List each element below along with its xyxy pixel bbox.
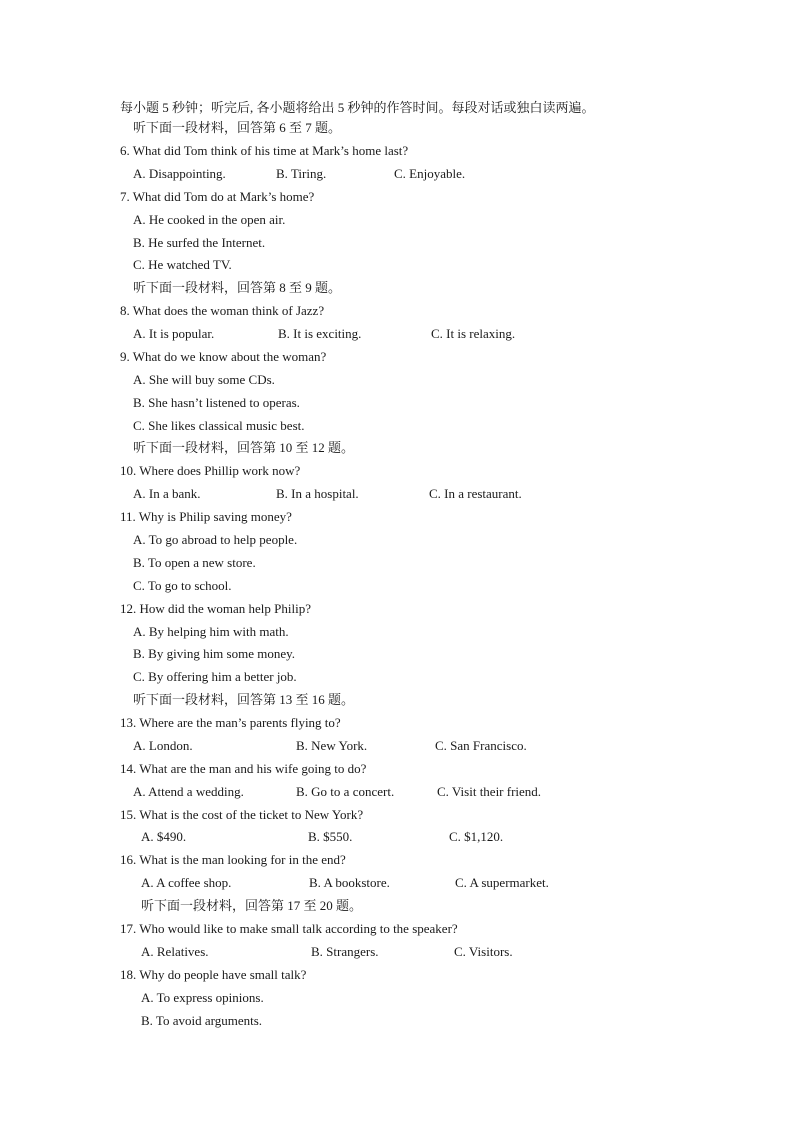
option-b: B. Strangers. xyxy=(311,944,379,959)
option-c: C. $1,120. xyxy=(449,829,504,844)
section-header: 听下面一段材料，回答第 8 至 9 题。 xyxy=(133,280,342,295)
option-b: B. Go to a concert. xyxy=(296,784,395,799)
option-c: C. She likes classical music best. xyxy=(133,418,305,433)
section-header: 听下面一段材料，回答第 10 至 12 题。 xyxy=(133,440,355,455)
question-stem: 17. Who would like to make small talk according to the speaker? xyxy=(120,921,458,936)
question-stem: 12. How did the woman help Philip? xyxy=(120,601,312,616)
option-a: A. He cooked in the open air. xyxy=(133,212,286,227)
option-a: A. $490. xyxy=(141,829,187,844)
question-stem: 9. What do we know about the woman? xyxy=(120,349,327,364)
option-b: B. New York. xyxy=(296,738,368,753)
option-a: A. In a bank. xyxy=(133,486,201,501)
option-a: A. It is popular. xyxy=(133,326,215,341)
option-b: B. It is exciting. xyxy=(278,326,362,341)
option-b: B. She hasn’t listened to operas. xyxy=(133,395,300,410)
question-stem: 14. What are the man and his wife going to do? xyxy=(120,761,367,776)
option-a: A. To go abroad to help people. xyxy=(133,532,298,547)
option-c: C. A supermarket. xyxy=(455,875,549,890)
instructions: 每小题 5 秒钟；听完后, 各小题将给出 5 秒钟的作答时间。每段对话或独白读两遍。 xyxy=(120,100,595,115)
option-c: C. Visit their friend. xyxy=(437,784,542,799)
option-b: B. To avoid arguments. xyxy=(141,1013,263,1028)
option-c: C. In a restaurant. xyxy=(429,486,522,501)
option-b: B. $550. xyxy=(308,829,353,844)
option-a: A. To express opinions. xyxy=(141,990,264,1005)
question-stem: 10. Where does Phillip work now? xyxy=(120,463,301,478)
option-b: B. A bookstore. xyxy=(309,875,390,890)
option-c: C. To go to school. xyxy=(133,578,232,593)
section-header: 听下面一段材料，回答第 13 至 16 题。 xyxy=(133,692,355,707)
option-c: C. It is relaxing. xyxy=(431,326,516,341)
section-header: 听下面一段材料，回答第 6 至 7 题。 xyxy=(133,120,342,135)
question-stem: 7. What did Tom do at Mark’s home? xyxy=(120,189,315,204)
option-a: A. By helping him with math. xyxy=(133,624,289,639)
section-header: 听下面一段材料，回答第 17 至 20 题。 xyxy=(141,898,363,913)
question-stem: 11. Why is Philip saving money? xyxy=(120,509,292,524)
question-stem: 15. What is the cost of the ticket to New York? xyxy=(120,807,364,822)
option-b: B. He surfed the Internet. xyxy=(133,235,266,250)
question-stem: 8. What does the woman think of Jazz? xyxy=(120,303,325,318)
option-c: C. By offering him a better job. xyxy=(133,669,297,684)
option-a: A. Disappointing. xyxy=(133,166,226,181)
option-b: B. In a hospital. xyxy=(276,486,359,501)
question-stem: 13. Where are the man’s parents flying to? xyxy=(120,715,341,730)
option-b: B. Tiring. xyxy=(276,166,327,181)
option-c: C. Visitors. xyxy=(454,944,513,959)
option-a: A. London. xyxy=(133,738,193,753)
option-a: A. Attend a wedding. xyxy=(133,784,244,799)
option-a: A. Relatives. xyxy=(141,944,209,959)
option-b: B. To open a new store. xyxy=(133,555,256,570)
question-stem: 16. What is the man looking for in the end? xyxy=(120,852,346,867)
option-b: B. By giving him some money. xyxy=(133,646,296,661)
option-c: C. San Francisco. xyxy=(435,738,527,753)
option-c: C. He watched TV. xyxy=(133,257,232,272)
option-a: A. A coffee shop. xyxy=(141,875,232,890)
option-a: A. She will buy some CDs. xyxy=(133,372,275,387)
question-stem: 6. What did Tom think of his time at Mark’s home last? xyxy=(120,143,409,158)
question-stem: 18. Why do people have small talk? xyxy=(120,967,307,982)
option-c: C. Enjoyable. xyxy=(394,166,466,181)
